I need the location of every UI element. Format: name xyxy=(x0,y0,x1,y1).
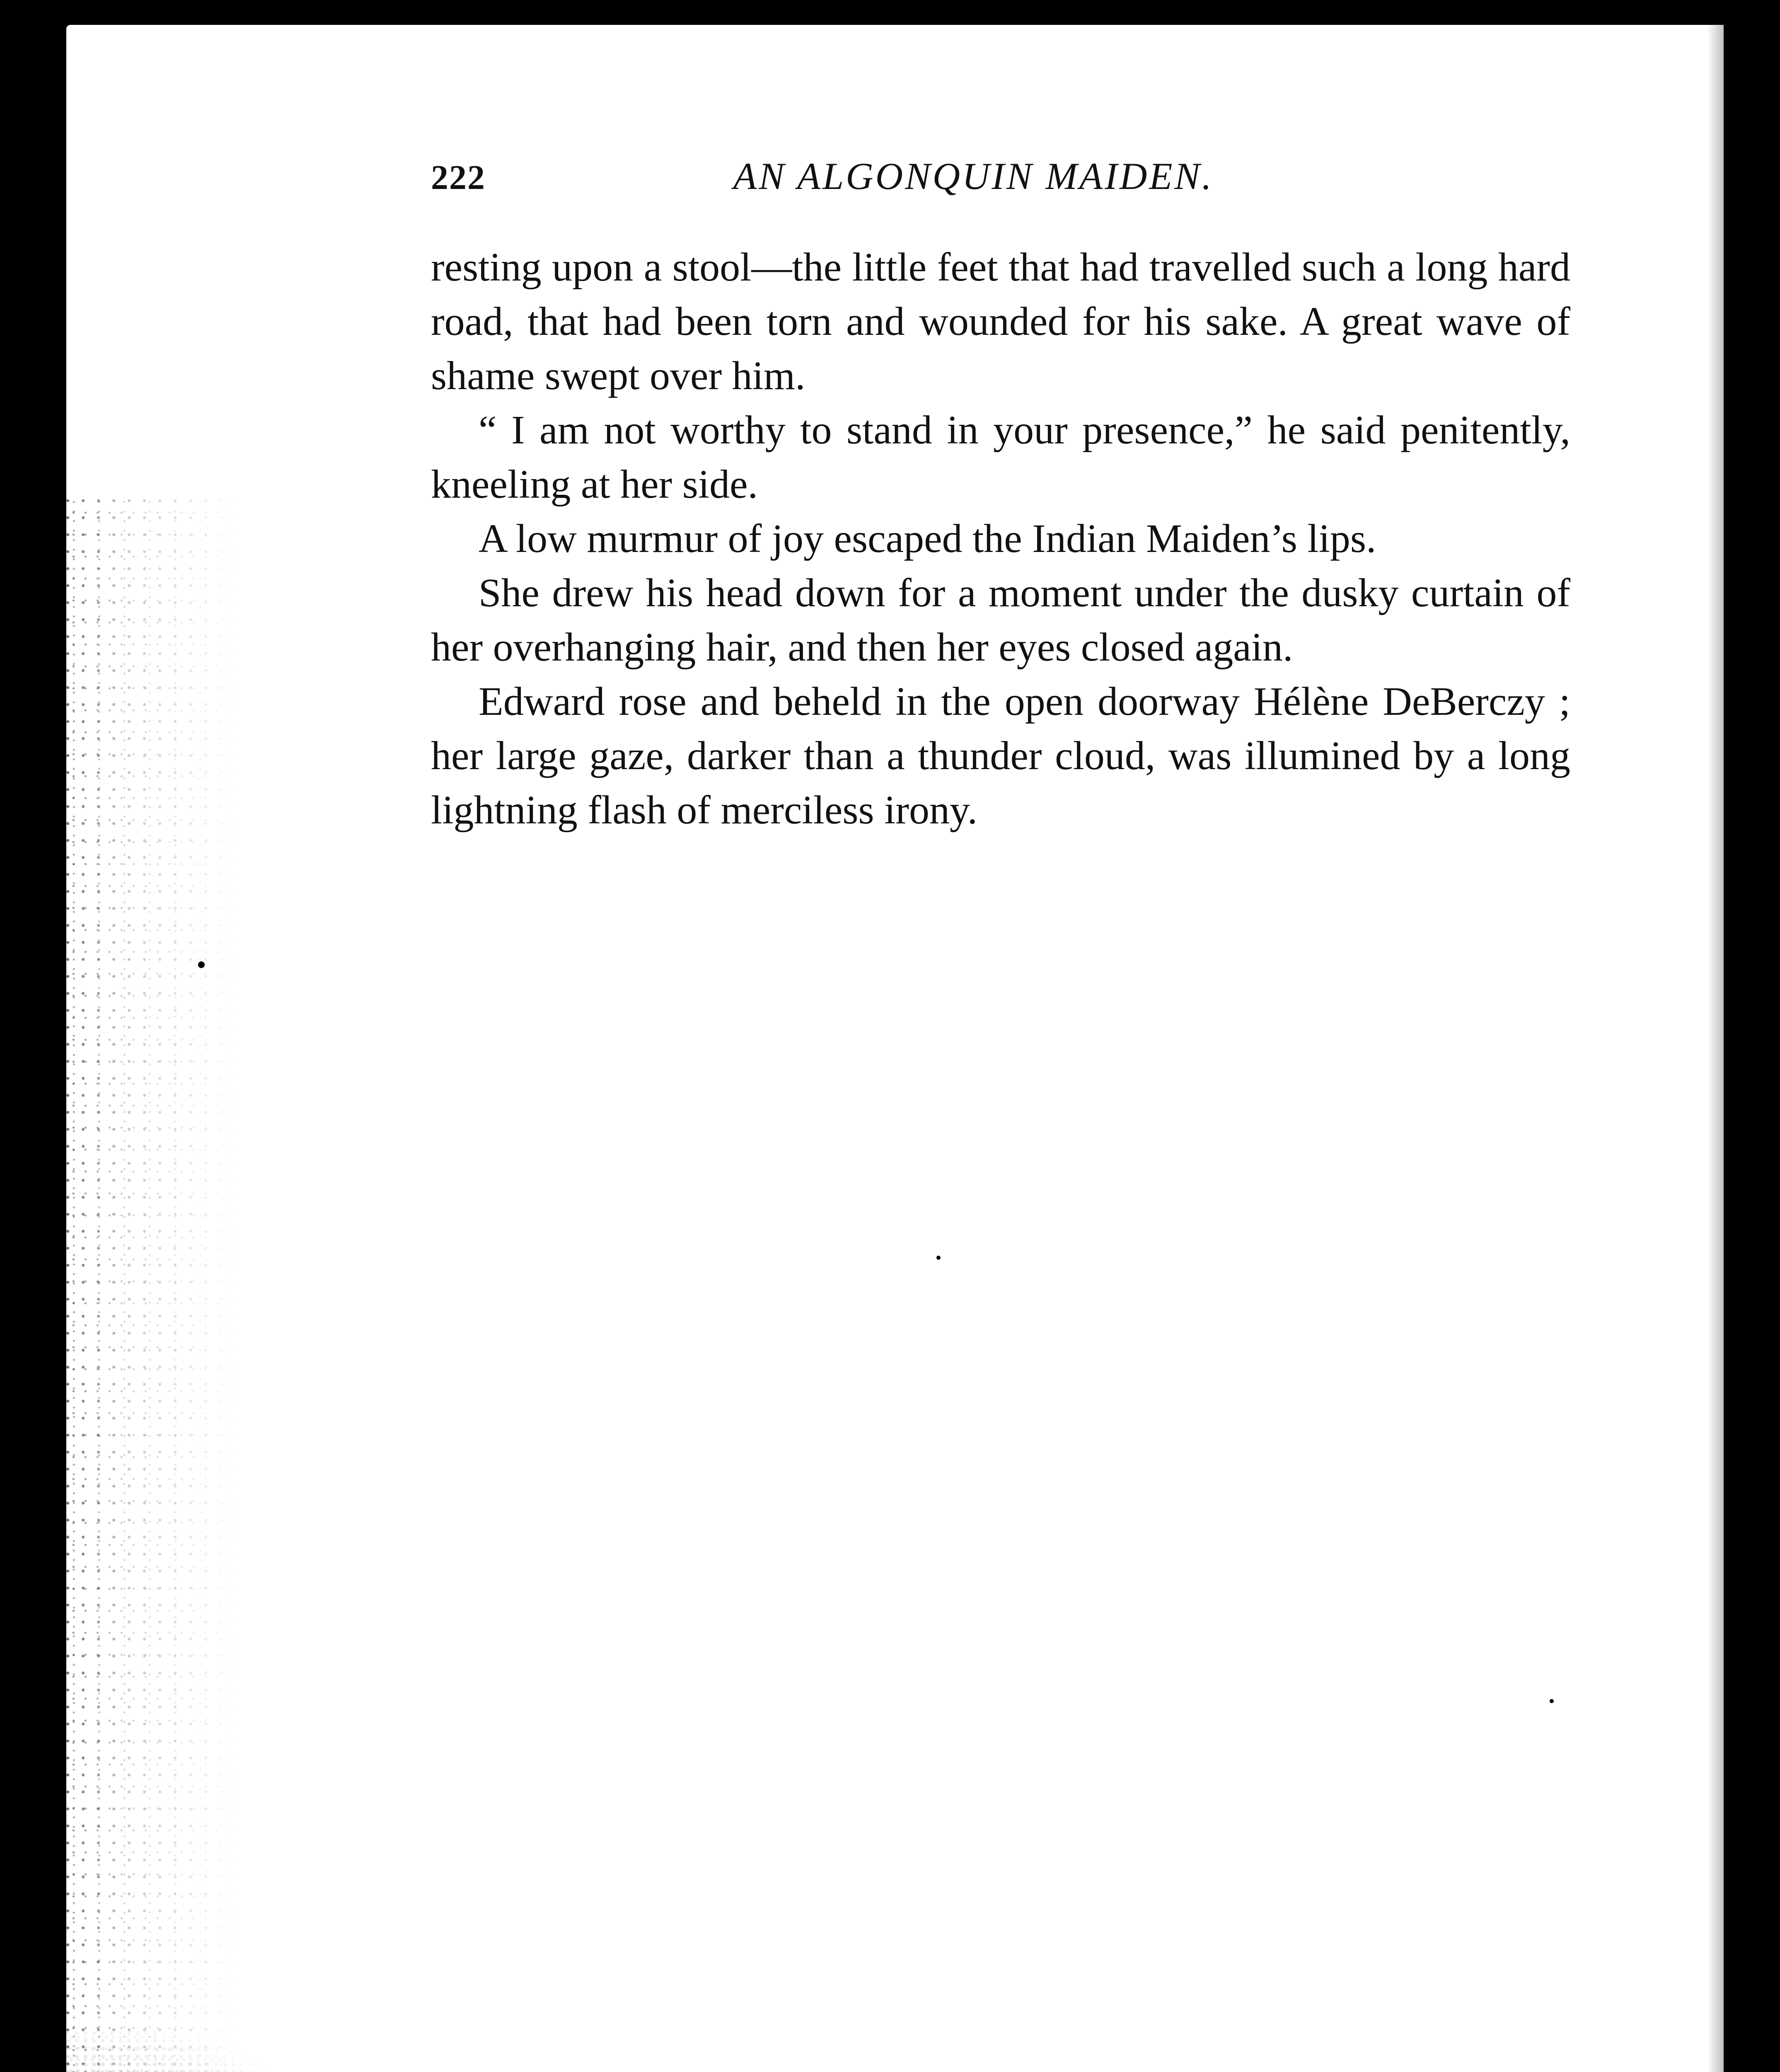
body-text xyxy=(431,240,1570,838)
ink-speck xyxy=(1550,1699,1554,1703)
paragraph: “ I am not worthy to stand in your presence,” he said penitently, kneeling at her side. xyxy=(431,408,1570,507)
scan-corner-speckle xyxy=(66,2031,439,2072)
page-edge-shadow xyxy=(1707,25,1724,2072)
paragraph: She drew his head down for a moment under the dusky curtain of her overhanging hair, and then her eyes closed again. xyxy=(431,571,1570,670)
paragraph: Edward rose and beheld in the open doorway Hélène DeBerczy ; her large gaze, darker than a thunder cloud, was illumined by a long lightning flash of merciless irony. xyxy=(431,679,1570,833)
paragraph: A low murmur of joy escaped the Indian Maiden’s lips. xyxy=(479,516,1376,561)
scan-edge-speckle xyxy=(66,497,240,2072)
running-title: AN ALGONQUIN MAIDEN. xyxy=(733,155,1214,197)
page-number: 222 xyxy=(431,158,486,197)
running-header xyxy=(431,157,1309,220)
ink-speck xyxy=(936,1256,941,1260)
ink-speck xyxy=(198,961,205,968)
paragraph: resting upon a stool—the little feet that had travelled such a long hard road, that had been torn and wounded for his sake. A great wave of shame swept over him. xyxy=(431,245,1570,398)
